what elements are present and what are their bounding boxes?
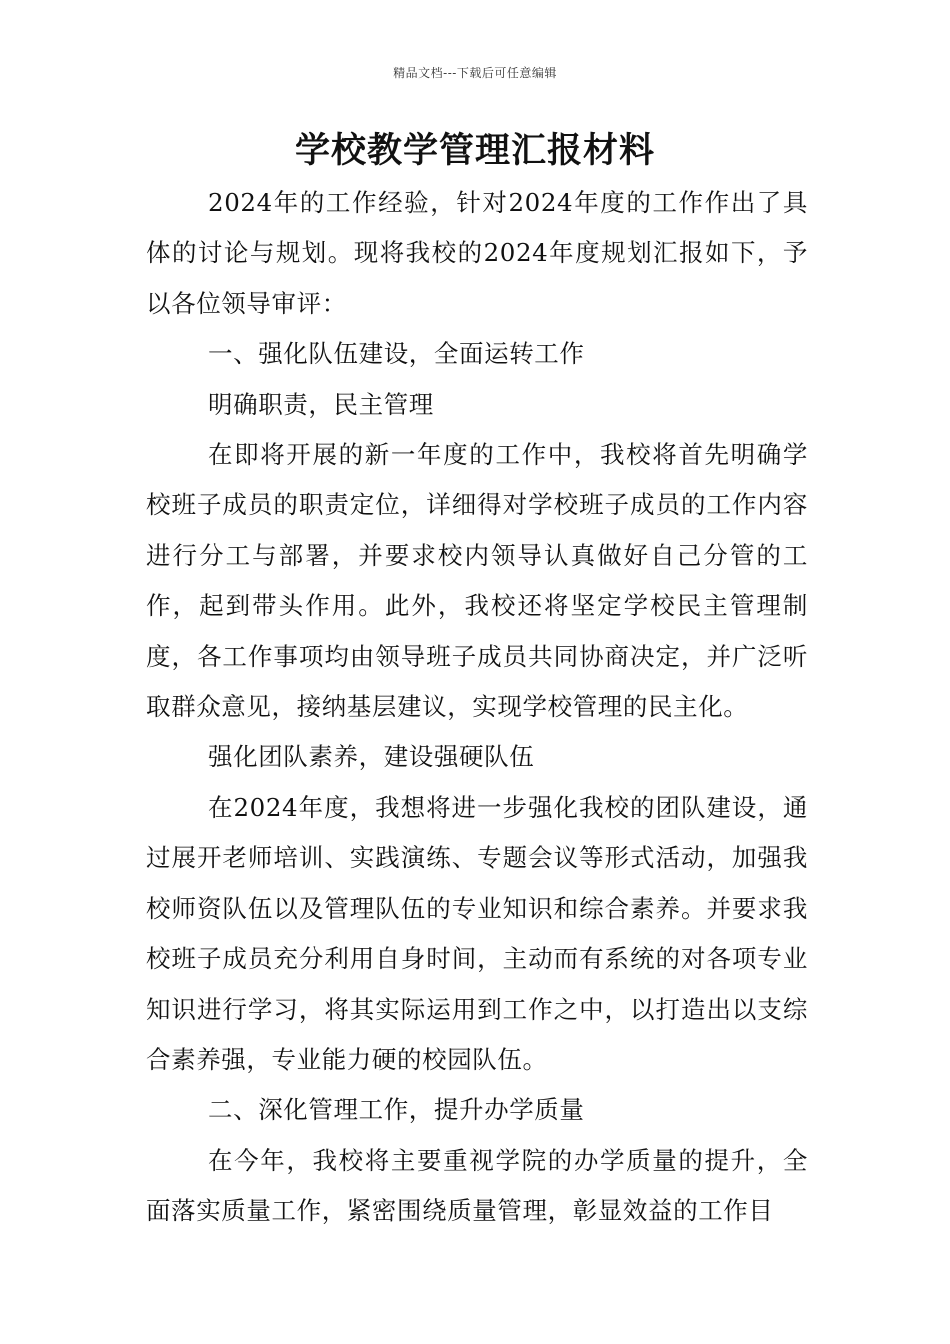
subheading-team: 强化团队素养，建设强硬队伍 bbox=[208, 742, 535, 772]
paragraph-quality: 在今年，我校将主要重视学院的办学质量的提升，全面落实质量工作，紧密围绕质量管理，彰显效益的工作目 bbox=[146, 1145, 808, 1226]
header-note: 精品文档---下载后可任意编辑 bbox=[393, 66, 557, 80]
document-body bbox=[146, 178, 808, 1237]
paragraph-responsibility: 在即将开展的新一年度的工作中，我校将首先明确学校班子成员的职责定位，详细得对学校班子成员的工作内容进行分工与部署，并要求校内领导认真做好自己分管的工作，起到带头作用。此外，我校还将坚定学校民主管理制度，各工作事项均由领导班子成员共同协商决定，并广泛听取群众意见，接纳基层建议，实现学校管理的民主化。 bbox=[146, 440, 808, 722]
document-title: 学校教学管理汇报材料 bbox=[294, 130, 655, 171]
subheading-responsibility: 明确职责，民主管理 bbox=[208, 389, 434, 419]
section-heading-1: 一、强化队伍建设，全面运转工作 bbox=[208, 339, 585, 369]
paragraph-intro: 2024年的工作经验，针对2024年度的工作作出了具体的讨论与规划。现将我校的2024年度规划汇报如下，予以各位领导审评： bbox=[146, 188, 808, 318]
paragraph-team: 在2024年度，我想将进一步强化我校的团队建设，通过展开老师培训、实践演练、专题会议等形式活动，加强我校师资队伍以及管理队伍的专业知识和综合素养。并要求我校班子成员充分利用自身时间，主动而有系统的对各项专业知识进行学习，将其实际运用到工作之中，以打造出以支综合素养强，专业能力硬的校园队伍。 bbox=[146, 792, 808, 1074]
section-heading-2: 二、深化管理工作，提升办学质量 bbox=[208, 1095, 585, 1125]
